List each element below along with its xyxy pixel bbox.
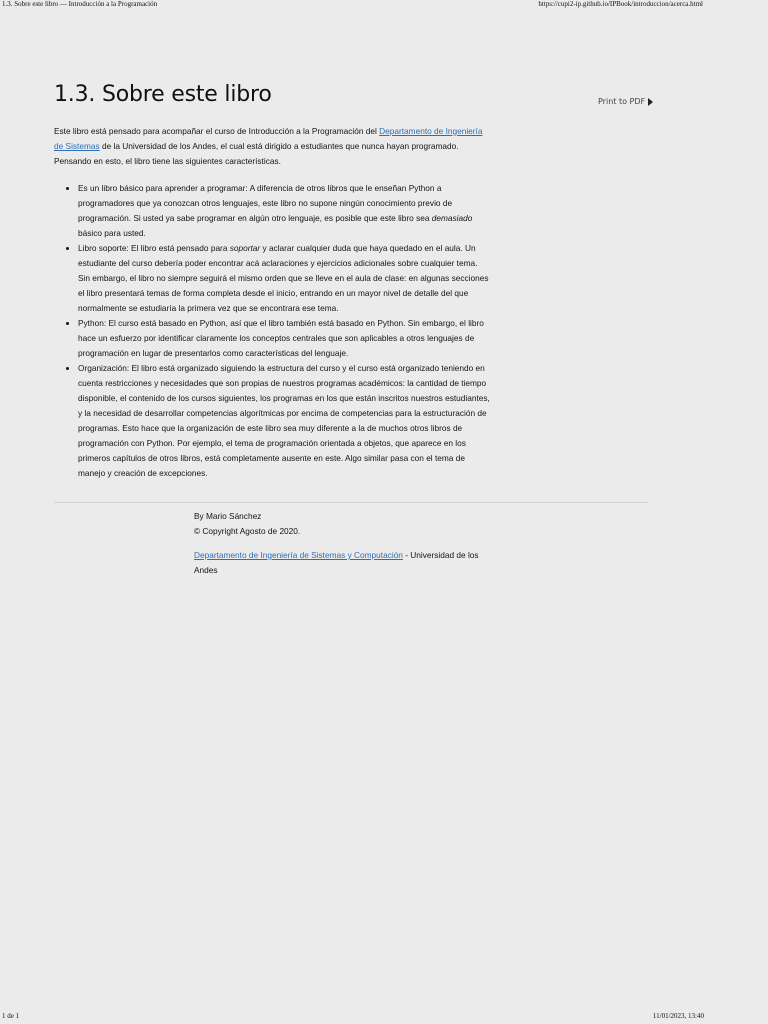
print-footer-page-count: 1 de 1 xyxy=(2,1012,20,1020)
print-header-url: https://cupi2-ip.github.io/IPBook/introduccion/acerca.html xyxy=(538,0,703,8)
print-header xyxy=(0,0,768,10)
main-content xyxy=(54,78,490,481)
page-title: 1.3. Sobre este libro xyxy=(54,82,272,107)
page-footer xyxy=(194,509,494,578)
department-link[interactable]: Departamento de Ingeniería de Sistemas xyxy=(54,126,483,151)
print-footer xyxy=(0,1012,768,1024)
print-footer-datetime: 11/01/2023, 13:40 xyxy=(652,1012,704,1020)
footer-author: By Mario Sánchez xyxy=(194,511,262,521)
intro-paragraph xyxy=(54,124,490,169)
list-item-organization: • Organización: El libro está organizado siguiendo la estructura del curso y el curso está organizado teniendo en cuenta restricciones y necesidades que son propias de nuestros programas académicos: la cantidad de tiempo disponible, el contenido de los cursos siguientes, los programas en los que están inscritos nuestros estudiantes, y la necesidad de desarrollar competencias algorítmicas por encima de competencias para la estructuración de programas. Esto hace que la organización de este libro sea muy diferente a la de muchos otros libros de programación con Python. Por ejemplo, el tema de programación orientada a objetos, que aparece en los primeros capítulos de otros libros, está completamente ausente en este. Algo similar pasa con el tema de manejo y creación de excepciones. xyxy=(78,361,490,481)
features-list xyxy=(54,181,490,481)
footer-affiliation xyxy=(194,548,494,578)
intro-text-before: Este libro está pensado para acompañar el curso de Introducción a la Programación del xyxy=(54,126,380,136)
print-to-pdf-label: Print to PDF xyxy=(598,97,646,106)
print-to-pdf-button[interactable] xyxy=(598,97,653,106)
list-item-support-book: • Libro soporte: El libro está pensado para soportar y aclarar cualquier duda que haya quedado en el aula. Un estudiante del curso debería poder encontrar acá aclaraciones y ejercicios adicionales sobre cualquier tema. Sin embargo, el libro no siempre seguirá el mismo orden que se lleve en el aula de clase: en algunas secciones el libro presentará temas de forma completa desde el inicio, entrando en un mayor nivel de detalle del que normalmente se estudiaría la primera vez que se encontrara ese tema. xyxy=(78,241,490,316)
intro-text-after: de la Universidad de los Andes, el cual está dirigido a estudiantes que nunca hayan programado. Pensando en esto, el libro tiene las siguientes características. xyxy=(54,141,459,166)
emphasis-text: demasiado xyxy=(431,213,473,223)
print-header-title: 1.3. Sobre este libro — Introducción a la Programación xyxy=(2,0,158,8)
emphasis-text: soportar xyxy=(229,243,261,253)
footer-divider xyxy=(54,502,648,503)
list-item-basic-book: • Es un libro básico para aprender a programar: A diferencia de otros libros que le enseñan Python a programadores que ya conozcan otros lenguajes, este libro no supone ningún conocimiento previo de programación. Si usted ya sabe programar en algún otro lenguaje, es posible que este libro sea demasiado básico para usted. xyxy=(78,181,490,241)
footer-department-link[interactable]: Departamento de Ingeniería de Sistemas y Computación xyxy=(194,550,403,560)
footer-copyright: © Copyright Agosto de 2020. xyxy=(194,526,301,536)
caret-right-icon xyxy=(648,98,653,106)
list-item-python: • Python: El curso está basado en Python, así que el libro también está basado en Python. Sin embargo, el libro hace un esfuerzo por identificar claramente los conceptos centrales que son aplicables a otros lenguajes de programación en lugar de presentarlos como características del lenguaje. xyxy=(78,316,490,361)
footer-university: - Universidad de los Andes xyxy=(194,550,479,575)
